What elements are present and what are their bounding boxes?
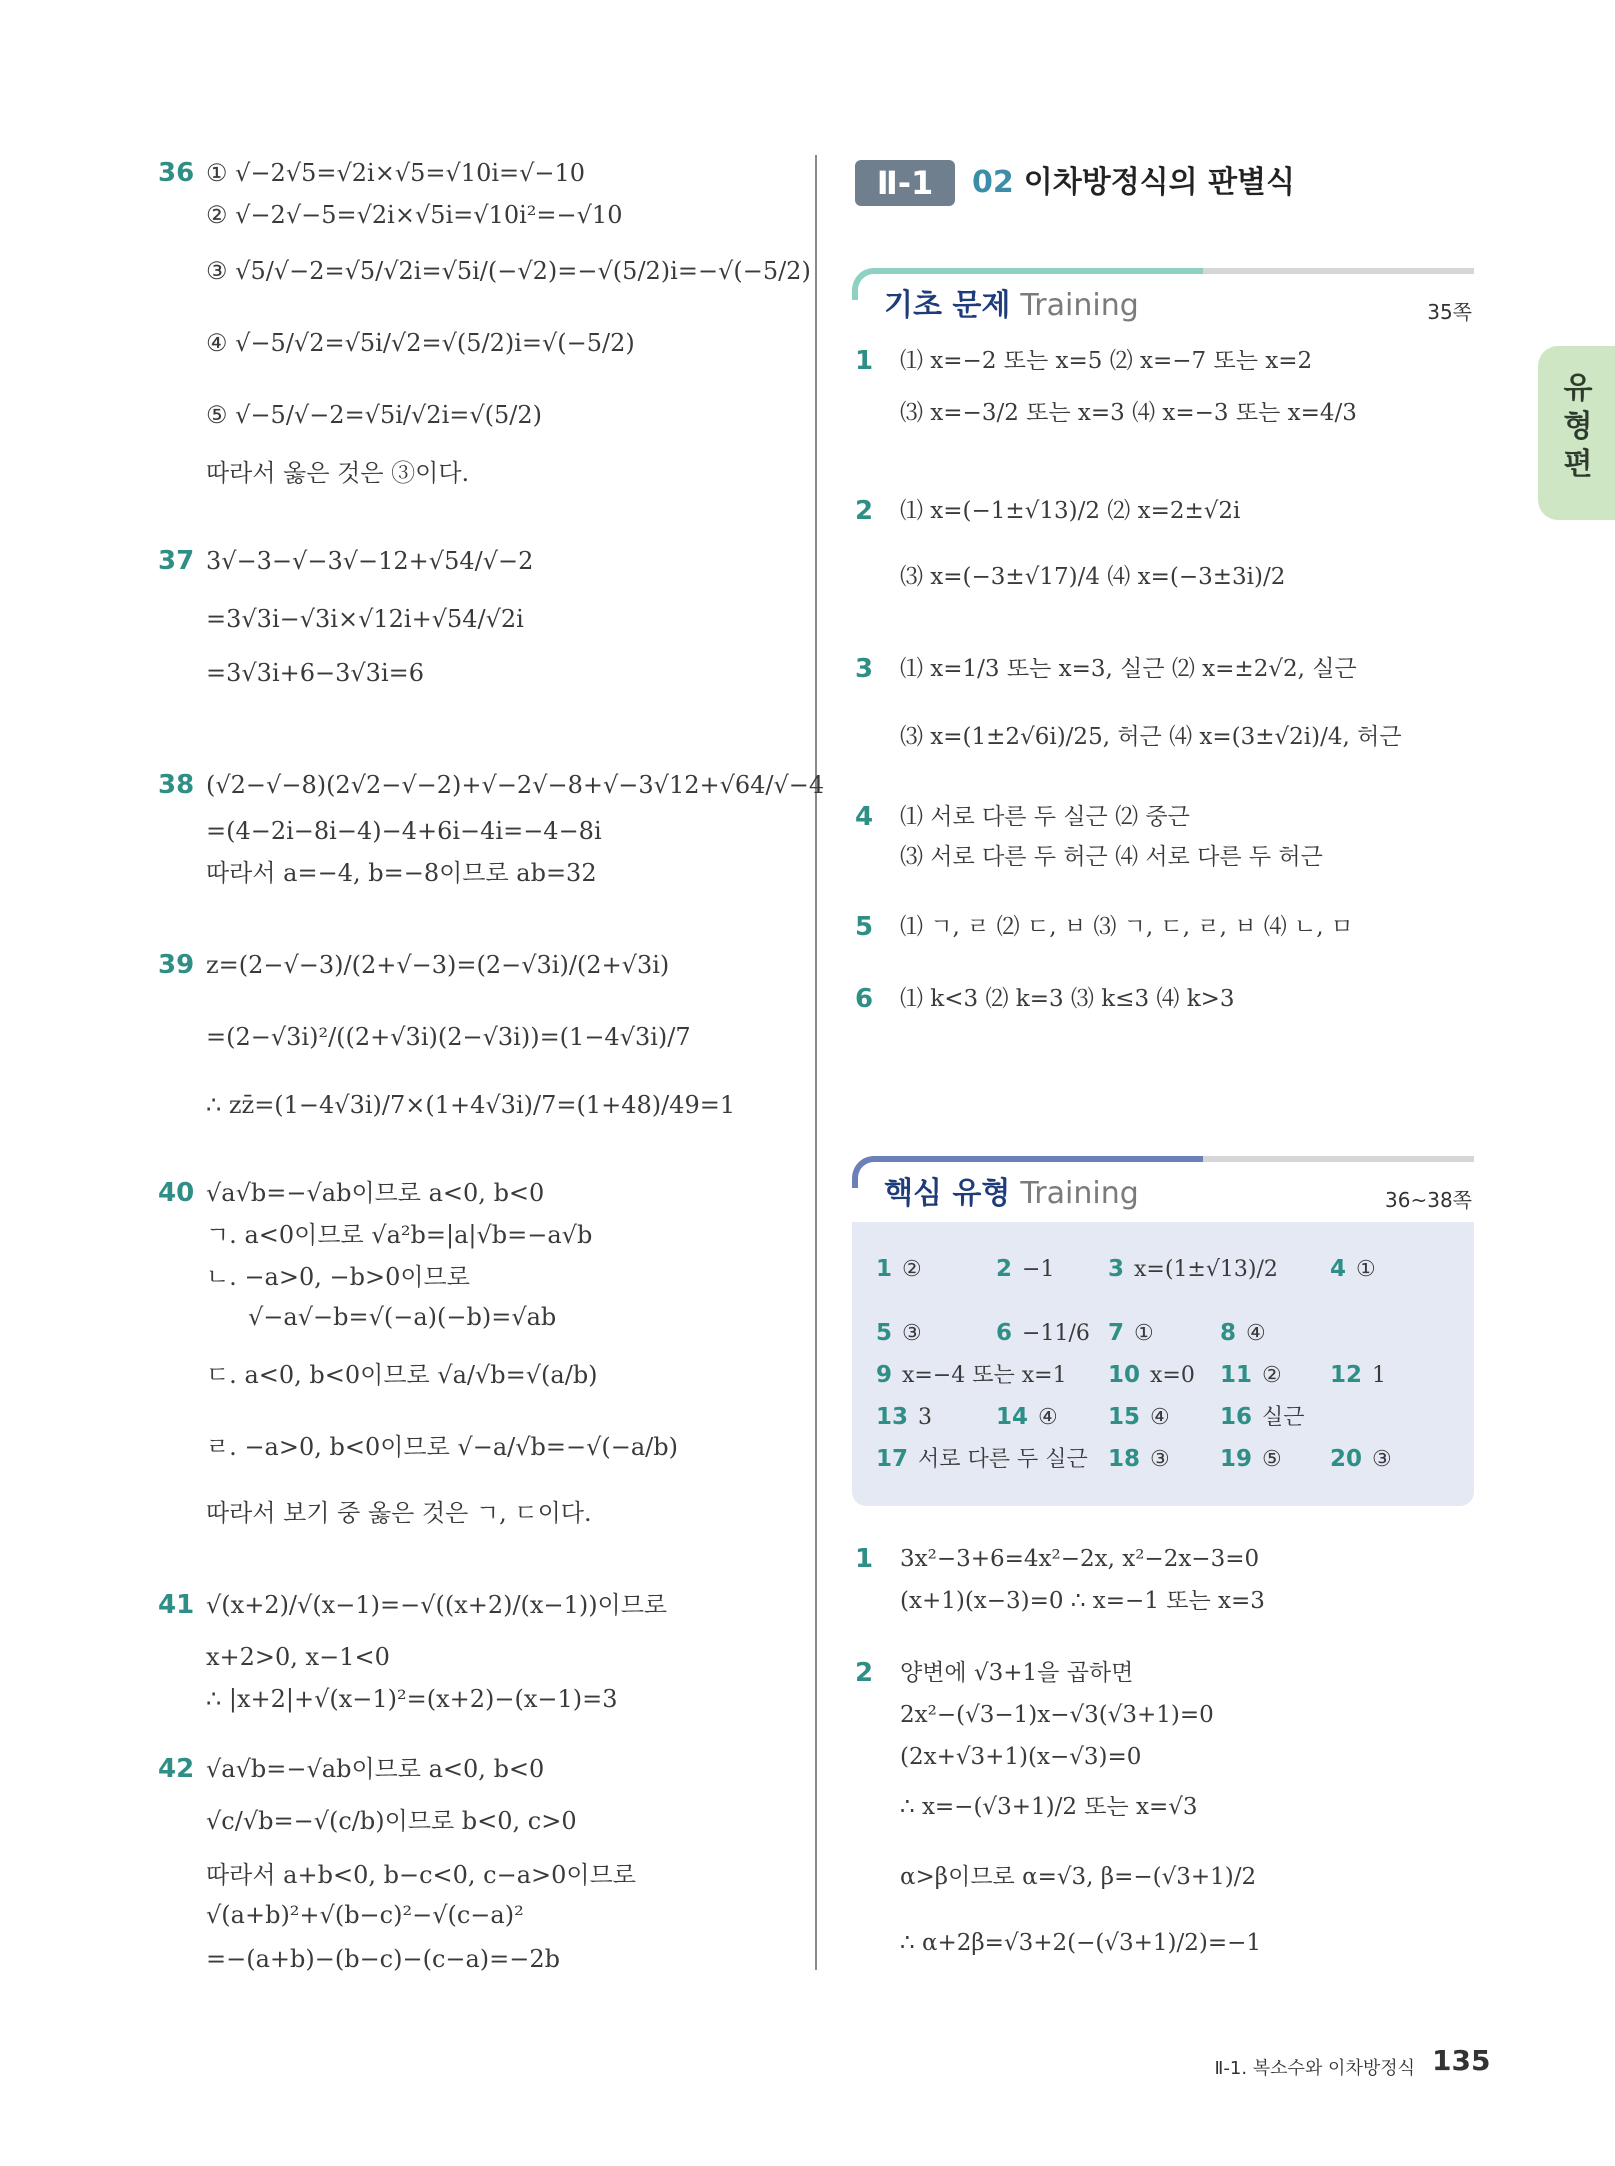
core-answer (996, 1402, 1058, 1433)
basic-title (884, 286, 1139, 326)
core-answer (1330, 1360, 1386, 1391)
solution-line: z=(2−√−3)/(2+√−3)=(2−√3i)/(2+√3i) (206, 951, 670, 979)
core-value: ③ (1372, 1447, 1392, 1472)
core-value: ② (902, 1257, 922, 1282)
core-answer-box (852, 1222, 1474, 1506)
basic-number: 6 (855, 984, 874, 1014)
basic-answer-line: ⑴ x=1/3 또는 x=3, 실근 ⑵ x=±2√2, 실근 (900, 656, 1357, 682)
solution-line: ∴ α+2β=√3+2(−(√3+1)/2)=−1 (900, 1930, 1262, 1956)
core-value: ⑤ (1262, 1447, 1282, 1472)
solution-line: √a√b=−√ab이므로 a<0, b<0 (206, 1179, 545, 1207)
solution-line: =−(a+b)−(b−c)−(c−a)=−2b (206, 1945, 561, 1973)
solution-number: 2 (855, 1658, 874, 1688)
basic-answer-line: ⑴ ㄱ, ㄹ ⑵ ㄷ, ㅂ ⑶ ㄱ, ㄷ, ㄹ, ㅂ ⑷ ㄴ, ㅁ (900, 914, 1354, 940)
solution-line: ∴ |x+2|+√(x−1)²=(x+2)−(x−1)=3 (206, 1685, 618, 1713)
core-number: 10 (1108, 1362, 1141, 1388)
problem-number: 38 (158, 770, 195, 800)
solution-line: ⑤ √−5/√−2=√5i/√2i=√(5/2) (206, 401, 542, 429)
core-value: ④ (1038, 1405, 1058, 1430)
core-number: 12 (1330, 1362, 1363, 1388)
basic-number: 5 (855, 912, 874, 942)
core-number: 15 (1108, 1404, 1141, 1430)
core-answer (996, 1318, 1090, 1349)
solution-line: 2x²−(√3−1)x−√3(√3+1)=0 (900, 1702, 1214, 1728)
problem-number: 42 (158, 1754, 195, 1784)
basic-number: 2 (855, 496, 874, 526)
solution-line: 따라서 보기 중 옳은 것은 ㄱ, ㄷ이다. (206, 1499, 592, 1527)
solution-line: ② √−2√−5=√2i×√5i=√10i²=−√10 (206, 201, 623, 229)
core-value: ② (1262, 1363, 1282, 1388)
core-value: ① (1356, 1257, 1376, 1282)
core-value: ④ (1246, 1321, 1266, 1346)
core-value: x=−4 또는 x=1 (902, 1363, 1067, 1388)
basic-title-eng: Training (1020, 288, 1139, 323)
solution-line: ③ √5/√−2=√5/√2i=√5i/(−√2)=−√(5/2)i=−√(−5/2) (206, 257, 811, 285)
solution-line: =3√3i+6−3√3i=6 (206, 659, 424, 687)
core-answer (1108, 1360, 1195, 1391)
solution-line: ㄴ. −a>0, −b>0이므로 (206, 1263, 470, 1291)
problem-number: 37 (158, 546, 195, 576)
core-answer (1220, 1402, 1305, 1433)
core-value: x=0 (1150, 1363, 1195, 1388)
solution-line: ① √−2√5=√2i×√5=√10i=√−10 (206, 159, 586, 187)
solution-line: 3x²−3+6=4x²−2x, x²−2x−3=0 (900, 1546, 1260, 1572)
core-value: x=(1±√13)/2 (1134, 1257, 1278, 1282)
solution-number: 1 (855, 1544, 874, 1574)
core-value: −1 (1022, 1257, 1055, 1282)
core-value: 1 (1372, 1363, 1387, 1388)
core-number: 18 (1108, 1446, 1141, 1472)
core-number: 3 (1108, 1256, 1125, 1282)
solution-line: √(x+2)/√(x−1)=−√((x+2)/(x−1))이므로 (206, 1591, 668, 1619)
core-value: −11/6 (1022, 1321, 1090, 1346)
solution-line: √c/√b=−√(c/b)이므로 b<0, c>0 (206, 1807, 577, 1835)
problem-number: 36 (158, 158, 195, 188)
core-answer (876, 1318, 922, 1349)
solution-line: 3√−3−√−3√−12+√54/√−2 (206, 547, 534, 575)
core-answer (1330, 1444, 1392, 1475)
core-title (884, 1174, 1139, 1214)
core-number: 8 (1220, 1320, 1237, 1346)
solution-line: (2x+√3+1)(x−√3)=0 (900, 1744, 1142, 1770)
footer-chapter: Ⅱ-1. 복소수와 이차방정식 (1214, 2058, 1415, 2079)
section-title-text: 이차방정식의 판별식 (1023, 165, 1296, 200)
core-value: 서로 다른 두 실근 (918, 1447, 1088, 1472)
core-answer (1220, 1444, 1282, 1475)
core-number: 9 (876, 1362, 893, 1388)
core-answer (1330, 1254, 1376, 1285)
core-answer (1108, 1402, 1170, 1433)
problem-number: 40 (158, 1178, 195, 1208)
solution-line: ㄱ. a<0이므로 √a²b=|a|√b=−a√b (206, 1221, 593, 1249)
solution-line: α>β이므로 α=√3, β=−(√3+1)/2 (900, 1864, 1257, 1890)
solution-line: =3√3i−√3i×√12i+√54/√2i (206, 605, 524, 633)
core-answer (1108, 1444, 1170, 1475)
solution-line: 따라서 a=−4, b=−8이므로 ab=32 (206, 859, 597, 887)
core-value: ③ (902, 1321, 922, 1346)
core-number: 19 (1220, 1446, 1253, 1472)
core-answer (1220, 1318, 1266, 1349)
section-badge: Ⅱ-1 (855, 160, 955, 206)
solution-line: √−a√−b=√(−a)(−b)=√ab (248, 1303, 557, 1331)
page-number: 135 (1432, 2044, 1491, 2077)
basic-answer-line: ⑴ x=(−1±√13)/2 ⑵ x=2±√2i (900, 498, 1241, 524)
core-number: 14 (996, 1404, 1029, 1430)
core-answer (876, 1444, 1088, 1475)
core-value: ④ (1150, 1405, 1170, 1430)
core-value: 실근 (1262, 1405, 1305, 1430)
solution-line: 따라서 옳은 것은 ③이다. (206, 459, 470, 487)
core-number: 13 (876, 1404, 909, 1430)
core-number: 2 (996, 1256, 1013, 1282)
core-title-kor: 핵심 유형 (884, 1176, 1011, 1211)
solution-line: 양변에 √3+1을 곱하면 (900, 1660, 1134, 1686)
core-value: 3 (918, 1405, 933, 1430)
core-number: 4 (1330, 1256, 1347, 1282)
problem-number: 39 (158, 950, 195, 980)
solution-line: x+2>0, x−1<0 (206, 1643, 390, 1671)
core-value: ③ (1150, 1447, 1170, 1472)
basic-answer-line: ⑶ x=(−3±√17)/4 ⑷ x=(−3±3i)/2 (900, 564, 1286, 590)
basic-answer-line: ⑶ x=−3/2 또는 x=3 ⑷ x=−3 또는 x=4/3 (900, 400, 1357, 426)
core-answer (876, 1360, 1067, 1391)
solution-line: √a√b=−√ab이므로 a<0, b<0 (206, 1755, 545, 1783)
core-number: 20 (1330, 1446, 1363, 1472)
basic-answer-line: ⑴ 서로 다른 두 실근 ⑵ 중근 (900, 804, 1190, 830)
problem-number: 41 (158, 1590, 195, 1620)
solution-line: ㄷ. a<0, b<0이므로 √a/√b=√(a/b) (206, 1361, 598, 1389)
section-title (972, 160, 1295, 206)
core-number: 7 (1108, 1320, 1125, 1346)
basic-band (872, 268, 1474, 274)
solution-line: √(a+b)²+√(b−c)²−√(c−a)² (206, 1901, 524, 1929)
solution-line: =(4−2i−8i−4)−4+6i−4i=−4−8i (206, 817, 602, 845)
core-value: ① (1134, 1321, 1154, 1346)
core-page-ref: 36~38쪽 (1385, 1188, 1472, 1212)
core-answer (1220, 1360, 1282, 1391)
core-number: 17 (876, 1446, 909, 1472)
solution-line: ㄹ. −a>0, b<0이므로 √−a/√b=−√(−a/b) (206, 1433, 678, 1461)
column-divider (815, 155, 817, 1970)
core-title-eng: Training (1020, 1176, 1139, 1211)
side-tab (1538, 346, 1615, 520)
solution-line: 따라서 a+b<0, b−c<0, c−a>0이므로 (206, 1861, 636, 1889)
solution-line: ④ √−5/√2=√5i/√2=√(5/2)i=√(−5/2) (206, 329, 635, 357)
basic-title-kor: 기초 문제 (884, 288, 1011, 323)
basic-page-ref: 35쪽 (1427, 300, 1472, 324)
core-answer (876, 1254, 922, 1285)
core-answer (1108, 1254, 1278, 1285)
core-number: 6 (996, 1320, 1013, 1346)
core-number: 11 (1220, 1362, 1253, 1388)
solution-line: ∴ zz̄=(1−4√3i)/7×(1+4√3i)/7=(1+48)/49=1 (206, 1091, 736, 1119)
solution-line: (x+1)(x−3)=0 ∴ x=−1 또는 x=3 (900, 1588, 1265, 1614)
basic-number: 1 (855, 346, 874, 376)
basic-answer-line: ⑶ x=(1±2√6i)/25, 허근 ⑷ x=(3±√2i)/4, 허근 (900, 724, 1402, 750)
side-tab-label: 유형편 (1563, 371, 1593, 482)
basic-answer-line: ⑶ 서로 다른 두 허근 ⑷ 서로 다른 두 허근 (900, 844, 1323, 870)
solution-line: =(2−√3i)²/((2+√3i)(2−√3i))=(1−4√3i)/7 (206, 1023, 691, 1051)
solution-line: ∴ x=−(√3+1)/2 또는 x=√3 (900, 1794, 1198, 1820)
basic-answer-line: ⑴ x=−2 또는 x=5 ⑵ x=−7 또는 x=2 (900, 348, 1313, 374)
section-number: 02 (972, 165, 1014, 200)
core-number: 16 (1220, 1404, 1253, 1430)
basic-number: 4 (855, 802, 874, 832)
core-answer (876, 1402, 932, 1433)
core-answer (996, 1254, 1054, 1285)
core-number: 5 (876, 1320, 893, 1346)
basic-number: 3 (855, 654, 874, 684)
core-band (872, 1156, 1474, 1162)
solution-line: (√2−√−8)(2√2−√−2)+√−2√−8+√−3√12+√64/√−4 (206, 771, 825, 799)
core-answer (1108, 1318, 1154, 1349)
basic-answer-line: ⑴ k<3 ⑵ k=3 ⑶ k≤3 ⑷ k>3 (900, 986, 1235, 1012)
core-number: 1 (876, 1256, 893, 1282)
